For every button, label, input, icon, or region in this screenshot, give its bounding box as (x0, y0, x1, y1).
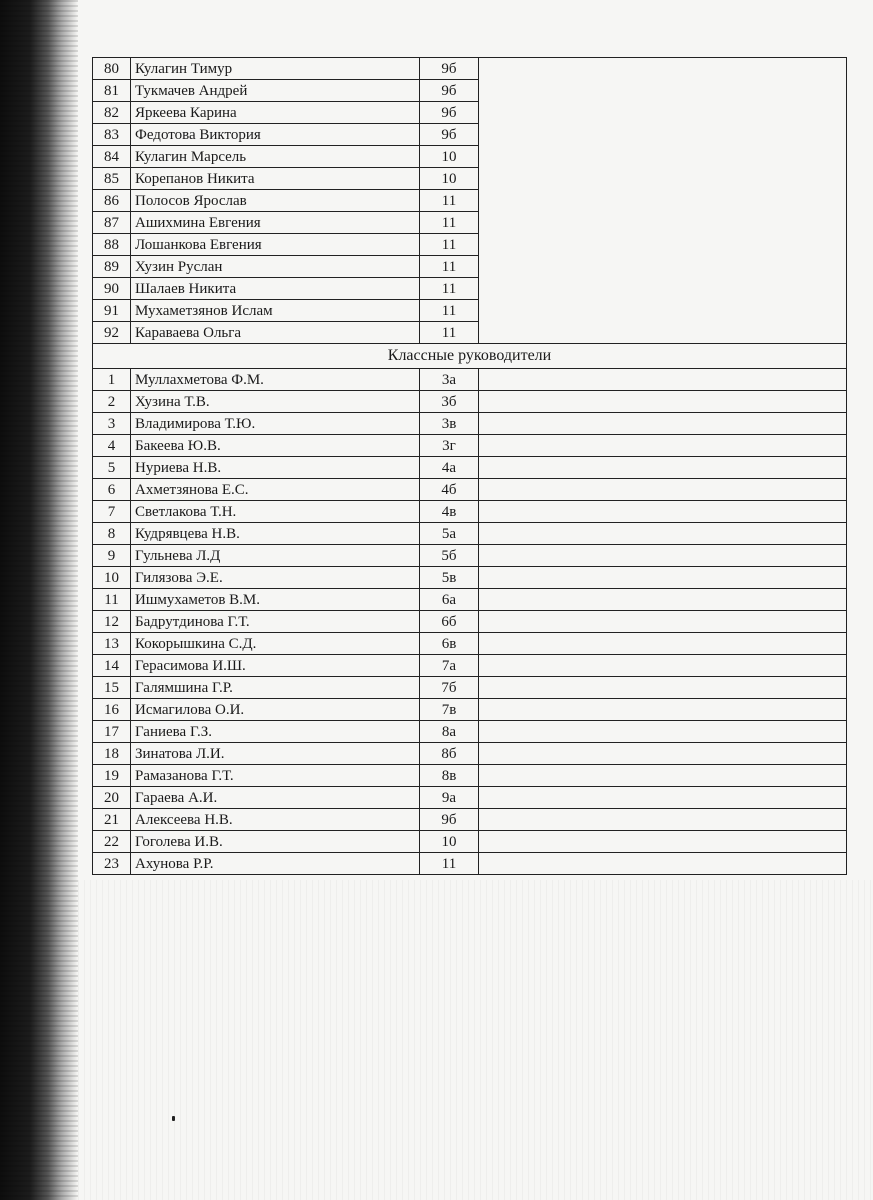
empty-cell (479, 655, 847, 677)
empty-cell (479, 369, 847, 391)
roster-sheet (92, 57, 847, 875)
student-row (93, 234, 847, 256)
class-label: 11 (420, 322, 479, 344)
class-label: 9б (420, 80, 479, 102)
person-name: Гилязова Э.Е. (131, 567, 420, 589)
row-number: 14 (93, 655, 131, 677)
row-number: 16 (93, 699, 131, 721)
class-label: 4в (420, 501, 479, 523)
empty-cell (479, 479, 847, 501)
class-label: 10 (420, 831, 479, 853)
row-number: 10 (93, 567, 131, 589)
row-number: 88 (93, 234, 131, 256)
teacher-row (93, 787, 847, 809)
row-number: 2 (93, 391, 131, 413)
teacher-row (93, 677, 847, 699)
person-name: Алексеева Н.В. (131, 809, 420, 831)
person-name: Гоголева И.В. (131, 831, 420, 853)
student-row (93, 256, 847, 278)
empty-cell (479, 765, 847, 787)
student-row (93, 102, 847, 124)
row-number: 89 (93, 256, 131, 278)
person-name: Галямшина Г.Р. (131, 677, 420, 699)
person-name: Тукмачев Андрей (131, 80, 420, 102)
empty-cell (479, 190, 847, 212)
class-label: 7в (420, 699, 479, 721)
teacher-row (93, 699, 847, 721)
row-number: 84 (93, 146, 131, 168)
row-number: 3 (93, 413, 131, 435)
teacher-row (93, 831, 847, 853)
row-number: 23 (93, 853, 131, 875)
row-number: 8 (93, 523, 131, 545)
row-number: 21 (93, 809, 131, 831)
class-label: 9б (420, 102, 479, 124)
empty-cell (479, 146, 847, 168)
empty-cell (479, 611, 847, 633)
teacher-row (93, 743, 847, 765)
teacher-row (93, 545, 847, 567)
student-row (93, 212, 847, 234)
empty-cell (479, 831, 847, 853)
class-label: 7б (420, 677, 479, 699)
person-name: Корепанов Никита (131, 168, 420, 190)
row-number: 18 (93, 743, 131, 765)
empty-cell (479, 58, 847, 80)
teacher-row (93, 765, 847, 787)
scan-speck (172, 1116, 175, 1121)
class-label: 11 (420, 278, 479, 300)
empty-cell (479, 567, 847, 589)
scan-noise (78, 880, 873, 1200)
class-label: 5в (420, 567, 479, 589)
person-name: Мухаметзянов Ислам (131, 300, 420, 322)
person-name: Гараева А.И. (131, 787, 420, 809)
class-label: 8в (420, 765, 479, 787)
teacher-row (93, 391, 847, 413)
empty-cell (479, 699, 847, 721)
person-name: Хузина Т.В. (131, 391, 420, 413)
empty-cell (479, 677, 847, 699)
class-label: 11 (420, 190, 479, 212)
teacher-row (93, 435, 847, 457)
teacher-row (93, 479, 847, 501)
empty-cell (479, 743, 847, 765)
class-label: 10 (420, 146, 479, 168)
person-name: Хузин Руслан (131, 256, 420, 278)
roster-table (92, 57, 847, 875)
class-label: 7а (420, 655, 479, 677)
teacher-row (93, 523, 847, 545)
row-number: 83 (93, 124, 131, 146)
class-label: 6а (420, 589, 479, 611)
empty-cell (479, 102, 847, 124)
row-number: 85 (93, 168, 131, 190)
class-label: 4а (420, 457, 479, 479)
empty-cell (479, 853, 847, 875)
person-name: Ашихмина Евгения (131, 212, 420, 234)
class-label: 8а (420, 721, 479, 743)
teacher-row (93, 611, 847, 633)
person-name: Кудрявцева Н.В. (131, 523, 420, 545)
person-name: Исмагилова О.И. (131, 699, 420, 721)
row-number: 92 (93, 322, 131, 344)
row-number: 20 (93, 787, 131, 809)
row-number: 15 (93, 677, 131, 699)
row-number: 5 (93, 457, 131, 479)
student-row (93, 278, 847, 300)
empty-cell (479, 787, 847, 809)
person-name: Шалаев Никита (131, 278, 420, 300)
empty-cell (479, 256, 847, 278)
empty-cell (479, 124, 847, 146)
class-label: 11 (420, 300, 479, 322)
person-name: Кокорышкина С.Д. (131, 633, 420, 655)
teacher-row (93, 567, 847, 589)
student-row (93, 168, 847, 190)
row-number: 13 (93, 633, 131, 655)
empty-cell (479, 589, 847, 611)
row-number: 1 (93, 369, 131, 391)
row-number: 90 (93, 278, 131, 300)
row-number: 82 (93, 102, 131, 124)
class-label: 9б (420, 58, 479, 80)
class-label: 11 (420, 853, 479, 875)
person-name: Ахметзянова Е.С. (131, 479, 420, 501)
class-label: 8б (420, 743, 479, 765)
empty-cell (479, 435, 847, 457)
student-row (93, 58, 847, 80)
row-number: 87 (93, 212, 131, 234)
teacher-row (93, 589, 847, 611)
teacher-row (93, 413, 847, 435)
teacher-row (93, 369, 847, 391)
class-label: 9б (420, 809, 479, 831)
row-number: 80 (93, 58, 131, 80)
class-label: 9а (420, 787, 479, 809)
row-number: 22 (93, 831, 131, 853)
teacher-row (93, 721, 847, 743)
empty-cell (479, 457, 847, 479)
person-name: Владимирова Т.Ю. (131, 413, 420, 435)
teacher-row (93, 457, 847, 479)
empty-cell (479, 545, 847, 567)
empty-cell (479, 501, 847, 523)
class-label: 6в (420, 633, 479, 655)
person-name: Светлакова Т.Н. (131, 501, 420, 523)
teacher-row (93, 853, 847, 875)
empty-cell (479, 721, 847, 743)
student-row (93, 80, 847, 102)
row-number: 81 (93, 80, 131, 102)
class-label: 11 (420, 212, 479, 234)
empty-cell (479, 300, 847, 322)
row-number: 12 (93, 611, 131, 633)
student-row (93, 190, 847, 212)
class-label: 5б (420, 545, 479, 567)
class-label: 3а (420, 369, 479, 391)
empty-cell (479, 633, 847, 655)
students-section (93, 58, 847, 344)
row-number: 91 (93, 300, 131, 322)
teacher-row (93, 633, 847, 655)
empty-cell (479, 80, 847, 102)
empty-cell (479, 809, 847, 831)
section-header (93, 344, 847, 369)
person-name: Рамазанова Г.Т. (131, 765, 420, 787)
scan-shadow (0, 0, 78, 1200)
class-label: 5а (420, 523, 479, 545)
teachers-section (93, 369, 847, 875)
row-number: 7 (93, 501, 131, 523)
row-number: 17 (93, 721, 131, 743)
person-name: Кулагин Тимур (131, 58, 420, 80)
student-row (93, 300, 847, 322)
row-number: 11 (93, 589, 131, 611)
row-number: 19 (93, 765, 131, 787)
class-label: 6б (420, 611, 479, 633)
row-number: 86 (93, 190, 131, 212)
person-name: Караваева Ольга (131, 322, 420, 344)
empty-cell (479, 212, 847, 234)
empty-cell (479, 278, 847, 300)
person-name: Яркеева Карина (131, 102, 420, 124)
person-name: Ишмухаметов В.М. (131, 589, 420, 611)
class-label: 3г (420, 435, 479, 457)
class-label: 3в (420, 413, 479, 435)
class-label: 9б (420, 124, 479, 146)
row-number: 9 (93, 545, 131, 567)
class-label: 10 (420, 168, 479, 190)
person-name: Кулагин Марсель (131, 146, 420, 168)
empty-cell (479, 523, 847, 545)
teacher-row (93, 501, 847, 523)
person-name: Нуриева Н.В. (131, 457, 420, 479)
person-name: Герасимова И.Ш. (131, 655, 420, 677)
person-name: Лошанкова Евгения (131, 234, 420, 256)
student-row (93, 146, 847, 168)
row-number: 6 (93, 479, 131, 501)
person-name: Гульнева Л.Д (131, 545, 420, 567)
person-name: Бакеева Ю.В. (131, 435, 420, 457)
person-name: Муллахметова Ф.М. (131, 369, 420, 391)
teacher-row (93, 809, 847, 831)
person-name: Ганиева Г.З. (131, 721, 420, 743)
person-name: Зинатова Л.И. (131, 743, 420, 765)
class-label: 11 (420, 256, 479, 278)
section-title: Классные руководители (93, 344, 847, 369)
empty-cell (479, 322, 847, 344)
empty-cell (479, 391, 847, 413)
class-label: 11 (420, 234, 479, 256)
student-row (93, 322, 847, 344)
student-row (93, 124, 847, 146)
class-label: 3б (420, 391, 479, 413)
class-label: 4б (420, 479, 479, 501)
person-name: Федотова Виктория (131, 124, 420, 146)
person-name: Бадрутдинова Г.Т. (131, 611, 420, 633)
person-name: Полосов Ярослав (131, 190, 420, 212)
teacher-row (93, 655, 847, 677)
person-name: Ахунова Р.Р. (131, 853, 420, 875)
empty-cell (479, 168, 847, 190)
empty-cell (479, 413, 847, 435)
row-number: 4 (93, 435, 131, 457)
empty-cell (479, 234, 847, 256)
